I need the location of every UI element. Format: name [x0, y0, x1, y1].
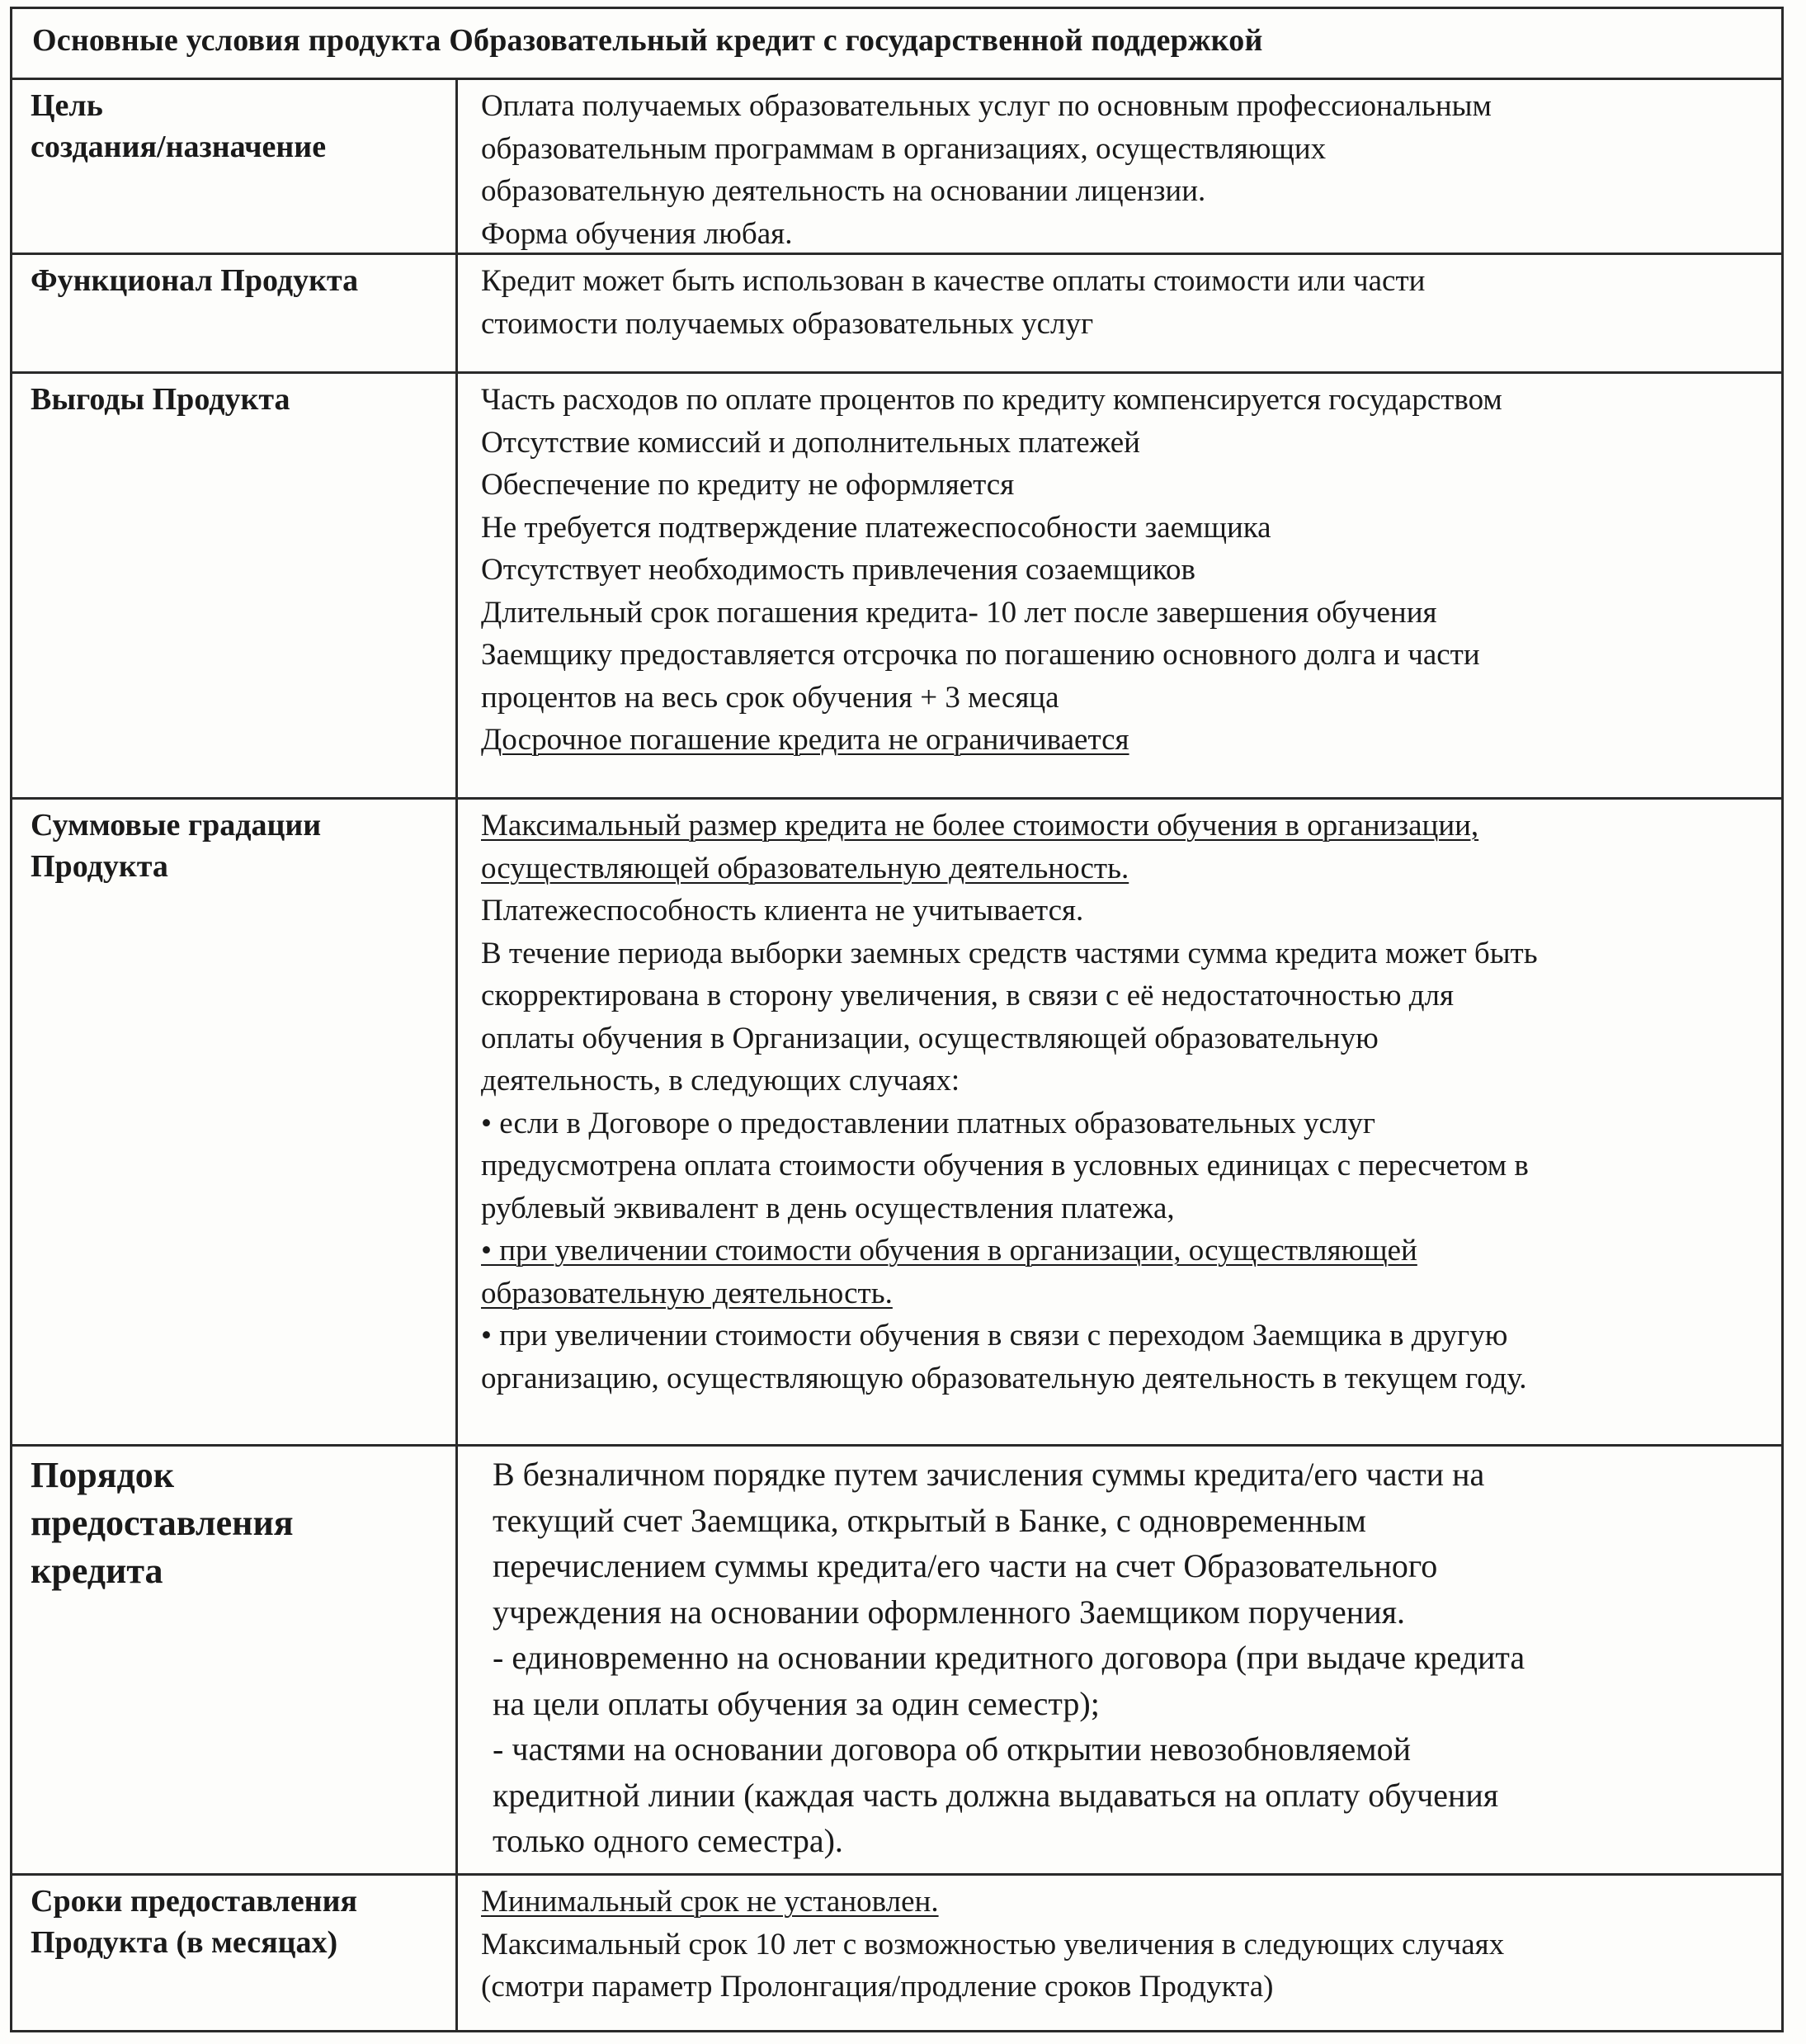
row-terms — [12, 1876, 1781, 2030]
row-text-line: кредитной линии (каждая часть должна выдаваться на оплату обучения — [493, 1776, 1499, 1814]
label-cell — [12, 1447, 458, 1873]
row-text-line: Оплата получаемых образовательных услуг по основным профессиональным — [481, 89, 1492, 123]
row-text-line: Форма обучения любая. — [481, 216, 793, 251]
content-cell — [458, 1876, 1781, 2030]
row-text-line: Минимальный срок не установлен. — [481, 1885, 939, 1919]
row-text-line: образовательную деятельность. — [481, 1276, 893, 1310]
row-issuance-procedure — [12, 1447, 1781, 1876]
row-label-line: Продукта (в месяцах) — [31, 1925, 338, 1960]
row-text-line: Максимальный размер кредита не более стоимости обучения в организации, — [481, 809, 1479, 843]
row-functionality — [12, 255, 1781, 374]
row-text-line: Отсутствует необходимость привлечения созаемщиков — [481, 553, 1195, 587]
row-label-line: Выгоды Продукта — [31, 382, 290, 417]
row-text-line: образовательную деятельность на основании лицензии. — [481, 174, 1206, 208]
row-label-line: создания/назначение — [31, 130, 327, 164]
row-text-line: Платежеспособность клиента не учитывается. — [481, 894, 1084, 928]
row-benefits — [12, 374, 1781, 800]
row-text-line: Заемщику предоставляется отсрочка по погашению основного долга и части — [481, 638, 1480, 672]
row-text-line: • при увеличении стоимости обучения в связи с переходом Заемщика в другую — [481, 1319, 1508, 1352]
content-cell — [458, 255, 1781, 371]
content-cell — [458, 374, 1781, 797]
row-label-line: кредита — [31, 1551, 163, 1591]
row-purpose — [12, 80, 1781, 255]
row-text-line: Обеспечение по кредиту не оформляется — [481, 468, 1015, 502]
row-text-line: Часть расходов по оплате процентов по кредиту компенсируется государством — [481, 383, 1502, 417]
row-label-line: Продукта — [31, 849, 168, 884]
row-label-line: Функционал Продукта — [31, 263, 359, 298]
row-text-line: организацию, осуществляющую образовательную деятельность в текущем году. — [481, 1361, 1527, 1395]
row-text-line: оплаты обучения в Организации, осуществляющей образовательную — [481, 1021, 1379, 1055]
row-text-line: учреждения на основании оформленного Заемщиком поручения. — [493, 1593, 1406, 1631]
row-text-line: Не требуется подтверждение платежеспособности заемщика — [481, 510, 1271, 545]
label-cell — [12, 1876, 458, 2030]
row-text-line: текущий счет Заемщика, открытый в Банке, с одновременным — [493, 1501, 1366, 1539]
document-table — [10, 7, 1784, 2032]
row-label-line: Суммовые градации — [31, 808, 322, 843]
row-text-line: осуществляющей образовательную деятельность. — [481, 851, 1129, 885]
row-text-line: Отсутствие комиссий и дополнительных платежей — [481, 425, 1140, 460]
row-text-line: образовательным программам в организациях, осуществляющих — [481, 131, 1327, 166]
row-text-line: перечислением суммы кредита/его части на счет Образовательного — [493, 1547, 1438, 1584]
row-label-line: Сроки предоставления — [31, 1884, 358, 1919]
row-label-line: Порядок — [31, 1455, 175, 1495]
content-cell — [458, 80, 1781, 253]
row-text-line: В безналичном порядке путем зачисления суммы кредита/его части на — [493, 1456, 1485, 1493]
row-text-line: Кредит может быть использован в качестве оплаты стоимости или части — [481, 264, 1426, 298]
label-cell — [12, 374, 458, 797]
row-text-line: стоимости получаемых образовательных услуг — [481, 306, 1094, 341]
row-text-line: (смотри параметр Пролонгация/продление сроков Продукта) — [481, 1970, 1274, 2004]
label-cell — [12, 255, 458, 371]
row-text-line: скорректирована в сторону увеличения, в связи с её недостаточностью для — [481, 979, 1455, 1013]
row-text-line: Досрочное погашение кредита не ограничивается — [481, 723, 1129, 757]
row-text-line: • при увеличении стоимости обучения в организации, осуществляющей — [481, 1234, 1417, 1267]
row-text-line: В течение периода выборки заемных средств частями сумма кредита может быть — [481, 936, 1538, 970]
title-row — [12, 9, 1781, 80]
row-text-line: только одного семестра). — [493, 1822, 843, 1859]
row-text-line: на цели оплаты обучения за один семестр); — [493, 1684, 1100, 1722]
row-text-line: Длительный срок погашения кредита- 10 лет после завершения обучения — [481, 595, 1437, 630]
row-text-line: Максимальный срок 10 лет с возможностью увеличения в следующих случаях — [481, 1927, 1505, 1961]
label-cell — [12, 80, 458, 253]
row-label-line: Цель — [31, 88, 103, 123]
document-title: Основные условия продукта Образовательный кредит с государственной поддержкой — [32, 23, 1263, 58]
row-text-line: предусмотрена оплата стоимости обучения в условных единицах с пересчетом в — [481, 1149, 1529, 1182]
row-amount-gradations — [12, 800, 1781, 1447]
row-text-line: деятельность, в следующих случаях: — [481, 1064, 960, 1098]
row-text-line: рублевый эквивалент в день осуществления платежа, — [481, 1191, 1175, 1225]
row-text-line: • если в Договоре о предоставлении платных образовательных услуг — [481, 1106, 1376, 1140]
row-text-line: - единовременно на основании кредитного договора (при выдаче кредита — [493, 1639, 1525, 1676]
label-cell — [12, 800, 458, 1444]
row-text-line: процентов на весь срок обучения + 3 месяца — [481, 680, 1059, 715]
row-text-line: - частями на основании договора об открытии невозобновляемой — [493, 1730, 1411, 1768]
content-cell — [458, 800, 1781, 1444]
row-label-line: предоставления — [31, 1503, 294, 1543]
content-cell — [458, 1447, 1781, 1873]
